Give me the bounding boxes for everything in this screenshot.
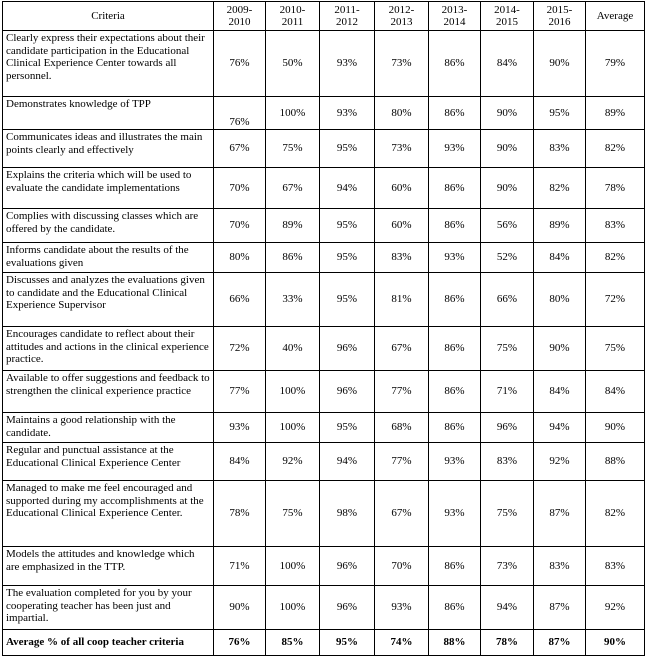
value-cell: 100% [266, 97, 320, 130]
value-cell: 80% [375, 97, 429, 130]
value-cell: 67% [266, 168, 320, 209]
value-cell: 93% [214, 413, 266, 443]
average-cell: 82% [586, 243, 645, 273]
average-cell: 82% [586, 481, 645, 547]
criteria-cell: Demonstrates knowledge of TPP [3, 97, 214, 130]
value-cell: 86% [266, 243, 320, 273]
criteria-cell: Communicates ideas and illustrates the main points clearly and effectively [3, 130, 214, 168]
average-2013-2014: 88% [429, 630, 481, 656]
value-cell: 93% [429, 243, 481, 273]
average-cell: 83% [586, 547, 645, 586]
table-row [3, 586, 645, 630]
value-cell: 68% [375, 413, 429, 443]
value-cell: 86% [429, 168, 481, 209]
value-cell: 84% [534, 243, 586, 273]
value-cell: 52% [481, 243, 534, 273]
average-2011-2012: 95% [320, 630, 375, 656]
value-cell: 86% [429, 97, 481, 130]
value-cell: 78% [214, 481, 266, 547]
header-2014-2015: 2014- 2015 [481, 2, 534, 31]
average-row [3, 630, 645, 656]
table-row [3, 273, 645, 327]
table-row [3, 168, 645, 209]
value-cell: 86% [429, 371, 481, 413]
value-cell: 100% [266, 586, 320, 630]
table-row [3, 443, 645, 481]
average-cell: 84% [586, 371, 645, 413]
average-2012-2013: 74% [375, 630, 429, 656]
value-cell: 84% [481, 31, 534, 97]
value-cell: 96% [320, 327, 375, 371]
value-cell: 75% [481, 481, 534, 547]
value-cell: 83% [375, 243, 429, 273]
value-cell: 71% [481, 371, 534, 413]
value-cell: 67% [375, 327, 429, 371]
table-row [3, 97, 645, 130]
value-cell: 86% [429, 413, 481, 443]
average-cell: 78% [586, 168, 645, 209]
value-cell: 90% [481, 168, 534, 209]
average-overall: 90% [586, 630, 645, 656]
criteria-cell: Available to offer suggestions and feedback to strengthen the clinical experience practice [3, 371, 214, 413]
average-cell: 90% [586, 413, 645, 443]
value-cell: 83% [481, 443, 534, 481]
criteria-cell: Clearly express their expectations about their candidate participation in the Educational Clinical Experience Center towards all personnel. [3, 31, 214, 97]
value-cell: 33% [266, 273, 320, 327]
value-cell: 86% [429, 31, 481, 97]
average-cell: 75% [586, 327, 645, 371]
average-cell: 72% [586, 273, 645, 327]
value-cell: 87% [534, 586, 586, 630]
average-cell: 92% [586, 586, 645, 630]
header-average: Average [586, 2, 645, 31]
value-cell: 66% [481, 273, 534, 327]
average-cell: 89% [586, 97, 645, 130]
criteria-cell: Informs candidate about the results of the evaluations given [3, 243, 214, 273]
header-row [3, 2, 645, 31]
table-row [3, 371, 645, 413]
criteria-cell: Models the attitudes and knowledge which are emphasized in the TTP. [3, 547, 214, 586]
table-row [3, 481, 645, 547]
value-cell: 93% [320, 97, 375, 130]
value-cell: 93% [429, 481, 481, 547]
value-cell: 75% [481, 327, 534, 371]
average-2014-2015: 78% [481, 630, 534, 656]
header-2013-2014: 2013- 2014 [429, 2, 481, 31]
value-cell: 94% [534, 413, 586, 443]
average-2009-2010: 76% [214, 630, 266, 656]
value-cell: 96% [320, 547, 375, 586]
value-cell: 95% [320, 413, 375, 443]
table-row [3, 31, 645, 97]
criteria-cell: The evaluation completed for you by your cooperating teacher has been just and impartial. [3, 586, 214, 630]
value-cell: 75% [266, 481, 320, 547]
value-cell: 75% [266, 130, 320, 168]
value-cell: 70% [214, 168, 266, 209]
criteria-cell: Encourages candidate to reflect about their attitudes and actions in the clinical experience practice. [3, 327, 214, 371]
value-cell: 90% [534, 327, 586, 371]
header-criteria: Criteria [3, 2, 214, 31]
value-cell: 89% [534, 209, 586, 243]
value-cell: 95% [534, 97, 586, 130]
value-cell: 60% [375, 168, 429, 209]
average-cell: 82% [586, 130, 645, 168]
value-cell: 96% [320, 371, 375, 413]
criteria-cell: Explains the criteria which will be used to evaluate the candidate implementations [3, 168, 214, 209]
header-2011-2012: 2011- 2012 [320, 2, 375, 31]
value-cell: 98% [320, 481, 375, 547]
value-cell: 90% [481, 130, 534, 168]
average-cell: 79% [586, 31, 645, 97]
value-cell: 90% [534, 31, 586, 97]
average-2010-2011: 85% [266, 630, 320, 656]
value-cell: 94% [320, 168, 375, 209]
value-cell: 87% [534, 481, 586, 547]
value-cell: 76% [214, 31, 266, 97]
value-cell: 77% [214, 371, 266, 413]
value-cell: 73% [375, 130, 429, 168]
value-cell: 100% [266, 413, 320, 443]
value-cell: 89% [266, 209, 320, 243]
value-cell: 93% [429, 443, 481, 481]
value-cell: 92% [534, 443, 586, 481]
value-cell: 93% [429, 130, 481, 168]
value-cell: 66% [214, 273, 266, 327]
value-cell: 73% [481, 547, 534, 586]
value-cell: 86% [429, 547, 481, 586]
value-cell: 77% [375, 371, 429, 413]
value-cell: 90% [214, 586, 266, 630]
value-cell: 50% [266, 31, 320, 97]
value-cell: 77% [375, 443, 429, 481]
table-row [3, 130, 645, 168]
table-row [3, 243, 645, 273]
value-cell: 71% [214, 547, 266, 586]
value-cell: 100% [266, 547, 320, 586]
value-cell: 95% [320, 273, 375, 327]
table-body [3, 31, 645, 630]
value-cell: 92% [266, 443, 320, 481]
value-cell: 95% [320, 130, 375, 168]
value-cell: 86% [429, 273, 481, 327]
value-cell: 96% [481, 413, 534, 443]
value-cell: 84% [214, 443, 266, 481]
value-cell: 93% [375, 586, 429, 630]
value-cell: 95% [320, 209, 375, 243]
value-cell: 56% [481, 209, 534, 243]
header-2010-2011: 2010- 2011 [266, 2, 320, 31]
value-cell: 80% [534, 273, 586, 327]
value-cell: 86% [429, 209, 481, 243]
value-cell: 95% [320, 243, 375, 273]
value-cell: 60% [375, 209, 429, 243]
criteria-cell: Complies with discussing classes which are offered by the candidate. [3, 209, 214, 243]
table-row [3, 547, 645, 586]
header-2009-2010: 2009- 2010 [214, 2, 266, 31]
value-cell: 96% [320, 586, 375, 630]
value-cell: 94% [481, 586, 534, 630]
value-cell: 67% [375, 481, 429, 547]
criteria-table [2, 1, 645, 656]
value-cell: 73% [375, 31, 429, 97]
value-cell: 90% [481, 97, 534, 130]
value-cell: 80% [214, 243, 266, 273]
table-row [3, 209, 645, 243]
value-cell: 83% [534, 547, 586, 586]
value-cell: 93% [320, 31, 375, 97]
value-cell: 70% [375, 547, 429, 586]
value-cell: 86% [429, 586, 481, 630]
header-2015-2016: 2015- 2016 [534, 2, 586, 31]
value-cell: 83% [534, 130, 586, 168]
value-cell: 94% [320, 443, 375, 481]
value-cell: 82% [534, 168, 586, 209]
table-row [3, 413, 645, 443]
criteria-cell: Managed to make me feel encouraged and supported during my accomplishments at the Educational Clinical Experience Center. [3, 481, 214, 547]
header-2012-2013: 2012- 2013 [375, 2, 429, 31]
average-2015-2016: 87% [534, 630, 586, 656]
average-cell: 88% [586, 443, 645, 481]
criteria-cell: Regular and punctual assistance at the Educational Clinical Experience Center [3, 443, 214, 481]
average-cell: 83% [586, 209, 645, 243]
average-row-label: Average % of all coop teacher criteria [3, 630, 214, 656]
value-cell: 70% [214, 209, 266, 243]
value-cell: 76% [214, 97, 266, 130]
value-cell: 86% [429, 327, 481, 371]
value-cell: 81% [375, 273, 429, 327]
criteria-cell: Discusses and analyzes the evaluations given to candidate and the Educational Clinical Experience Supervisor [3, 273, 214, 327]
table-row [3, 327, 645, 371]
value-cell: 67% [214, 130, 266, 168]
value-cell: 84% [534, 371, 586, 413]
value-cell: 72% [214, 327, 266, 371]
value-cell: 100% [266, 371, 320, 413]
criteria-cell: Maintains a good relationship with the candidate. [3, 413, 214, 443]
value-cell: 40% [266, 327, 320, 371]
